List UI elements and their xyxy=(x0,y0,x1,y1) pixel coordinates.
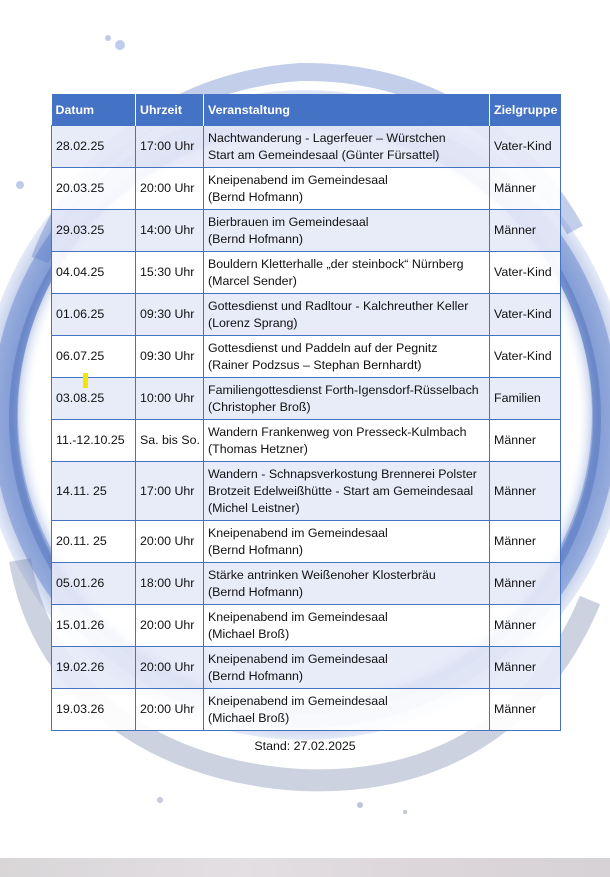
cell-datum: 11.-12.10.25 xyxy=(52,420,136,462)
event-line: Wandern - Schnapsverkostung Brennerei Polster xyxy=(208,466,477,481)
cell-veranstaltung xyxy=(204,336,490,378)
cell-zielgruppe: Männer xyxy=(490,521,561,563)
header-zielgruppe: Zielgruppe xyxy=(490,94,561,126)
events-table xyxy=(51,94,561,731)
cell-datum: 19.03.26 xyxy=(52,689,136,731)
table-row xyxy=(52,647,561,689)
event-line: (Rainer Podzsus – Stephan Bernhardt) xyxy=(208,357,422,372)
cell-veranstaltung xyxy=(204,563,490,605)
event-line: Nachtwanderung - Lagerfeuer – Würstchen xyxy=(208,130,446,145)
cell-veranstaltung xyxy=(204,689,490,731)
cell-uhrzeit: 14:00 Uhr xyxy=(136,210,204,252)
cell-zielgruppe: Vater-Kind xyxy=(490,336,561,378)
cell-datum: 03.08.25 xyxy=(52,378,136,420)
cell-veranstaltung xyxy=(204,605,490,647)
cell-zielgruppe: Vater-Kind xyxy=(490,294,561,336)
event-line: Brotzeit Edelweißhütte - Start am Gemeindesaal xyxy=(208,483,474,498)
event-line: Kneipenabend im Gemeindesaal xyxy=(208,651,388,666)
text-cursor-highlight xyxy=(83,373,88,388)
event-line: (Michael Broß) xyxy=(208,626,290,641)
event-line: (Marcel Sender) xyxy=(208,273,297,288)
event-line: Kneipenabend im Gemeindesaal xyxy=(208,172,388,187)
cell-datum: 20.03.25 xyxy=(52,168,136,210)
event-line: (Michel Leistner) xyxy=(208,500,300,515)
event-line: Start am Gemeindesaal (Günter Fürsattel) xyxy=(208,147,440,162)
cell-uhrzeit: 20:00 Uhr xyxy=(136,521,204,563)
table-row xyxy=(52,420,561,462)
cell-uhrzeit: 20:00 Uhr xyxy=(136,605,204,647)
cell-datum: 20.11. 25 xyxy=(52,521,136,563)
table-row xyxy=(52,336,561,378)
cell-uhrzeit: 17:00 Uhr xyxy=(136,126,204,168)
table-row xyxy=(52,210,561,252)
header-datum: Datum xyxy=(52,94,136,126)
cell-datum: 14.11. 25 xyxy=(52,462,136,521)
cell-datum: 15.01.26 xyxy=(52,605,136,647)
cell-zielgruppe: Männer xyxy=(490,563,561,605)
table-row xyxy=(52,689,561,731)
cell-uhrzeit: 20:00 Uhr xyxy=(136,647,204,689)
bottom-strip xyxy=(0,858,610,877)
cell-veranstaltung xyxy=(204,420,490,462)
event-line: (Bernd Hofmann) xyxy=(208,584,304,599)
event-line: (Bernd Hofmann) xyxy=(208,189,304,204)
stand-date: Stand: 27.02.2025 xyxy=(254,739,356,753)
cell-datum: 06.07.25 xyxy=(52,336,136,378)
table-row xyxy=(52,252,561,294)
event-line: (Bernd Hofmann) xyxy=(208,668,304,683)
cell-zielgruppe: Vater-Kind xyxy=(490,252,561,294)
cell-zielgruppe: Männer xyxy=(490,168,561,210)
cell-veranstaltung xyxy=(204,462,490,521)
event-line: Kneipenabend im Gemeindesaal xyxy=(208,525,388,540)
cell-zielgruppe: Männer xyxy=(490,689,561,731)
event-line: (Lorenz Sprang) xyxy=(208,315,298,330)
event-line: (Christopher Broß) xyxy=(208,399,311,414)
event-line: Bierbrauen im Gemeindesaal xyxy=(208,214,369,229)
cell-veranstaltung xyxy=(204,252,490,294)
table-row xyxy=(52,521,561,563)
cell-zielgruppe: Männer xyxy=(490,462,561,521)
cell-veranstaltung xyxy=(204,168,490,210)
cell-veranstaltung xyxy=(204,210,490,252)
event-line: Familiengottesdienst Forth-Igensdorf-Rüsselbach xyxy=(208,382,479,397)
event-line: Bouldern Kletterhalle „der steinbock“ Nürnberg xyxy=(208,256,464,271)
cell-veranstaltung xyxy=(204,294,490,336)
cell-veranstaltung xyxy=(204,378,490,420)
event-line: Gottesdienst und Paddeln auf der Pegnitz xyxy=(208,340,438,355)
table-row xyxy=(52,168,561,210)
event-line: (Michael Broß) xyxy=(208,710,290,725)
cell-zielgruppe: Männer xyxy=(490,210,561,252)
cell-uhrzeit: Sa. bis So. xyxy=(136,420,204,462)
cell-zielgruppe: Vater-Kind xyxy=(490,126,561,168)
cell-veranstaltung xyxy=(204,521,490,563)
event-line: Wandern Frankenweg von Presseck-Kulmbach xyxy=(208,424,467,439)
event-line: (Thomas Hetzner) xyxy=(208,441,308,456)
table-body xyxy=(52,126,561,731)
cell-uhrzeit: 17:00 Uhr xyxy=(136,462,204,521)
cell-datum: 28.02.25 xyxy=(52,126,136,168)
cell-datum: 01.06.25 xyxy=(52,294,136,336)
cell-uhrzeit: 18:00 Uhr xyxy=(136,563,204,605)
cell-datum: 19.02.26 xyxy=(52,647,136,689)
event-line: (Bernd Hofmann) xyxy=(208,542,304,557)
cell-uhrzeit: 09:30 Uhr xyxy=(136,294,204,336)
table-header-row xyxy=(52,94,561,126)
cell-veranstaltung xyxy=(204,126,490,168)
cell-uhrzeit: 20:00 Uhr xyxy=(136,168,204,210)
cell-datum: 29.03.25 xyxy=(52,210,136,252)
table-row xyxy=(52,126,561,168)
event-line: Kneipenabend im Gemeindesaal xyxy=(208,693,388,708)
table-row xyxy=(52,462,561,521)
cell-zielgruppe: Männer xyxy=(490,420,561,462)
cell-uhrzeit: 20:00 Uhr xyxy=(136,689,204,731)
table-row xyxy=(52,378,561,420)
cell-veranstaltung xyxy=(204,647,490,689)
cell-uhrzeit: 09:30 Uhr xyxy=(136,336,204,378)
cell-uhrzeit: 15:30 Uhr xyxy=(136,252,204,294)
cell-zielgruppe: Familien xyxy=(490,378,561,420)
cell-uhrzeit: 10:00 Uhr xyxy=(136,378,204,420)
table-row xyxy=(52,294,561,336)
table-row xyxy=(52,605,561,647)
header-uhrzeit: Uhrzeit xyxy=(136,94,204,126)
cell-datum: 05.01.26 xyxy=(52,563,136,605)
event-line: Gottesdienst und Radltour - Kalchreuther Keller xyxy=(208,298,469,313)
cell-datum: 04.04.25 xyxy=(52,252,136,294)
cell-zielgruppe: Männer xyxy=(490,605,561,647)
header-veranstaltung: Veranstaltung xyxy=(204,94,490,126)
event-line: Stärke antrinken Weißenoher Klosterbräu xyxy=(208,567,436,582)
event-line: Kneipenabend im Gemeindesaal xyxy=(208,609,388,624)
table-row xyxy=(52,563,561,605)
event-line: (Bernd Hofmann) xyxy=(208,231,304,246)
cell-zielgruppe: Männer xyxy=(490,647,561,689)
